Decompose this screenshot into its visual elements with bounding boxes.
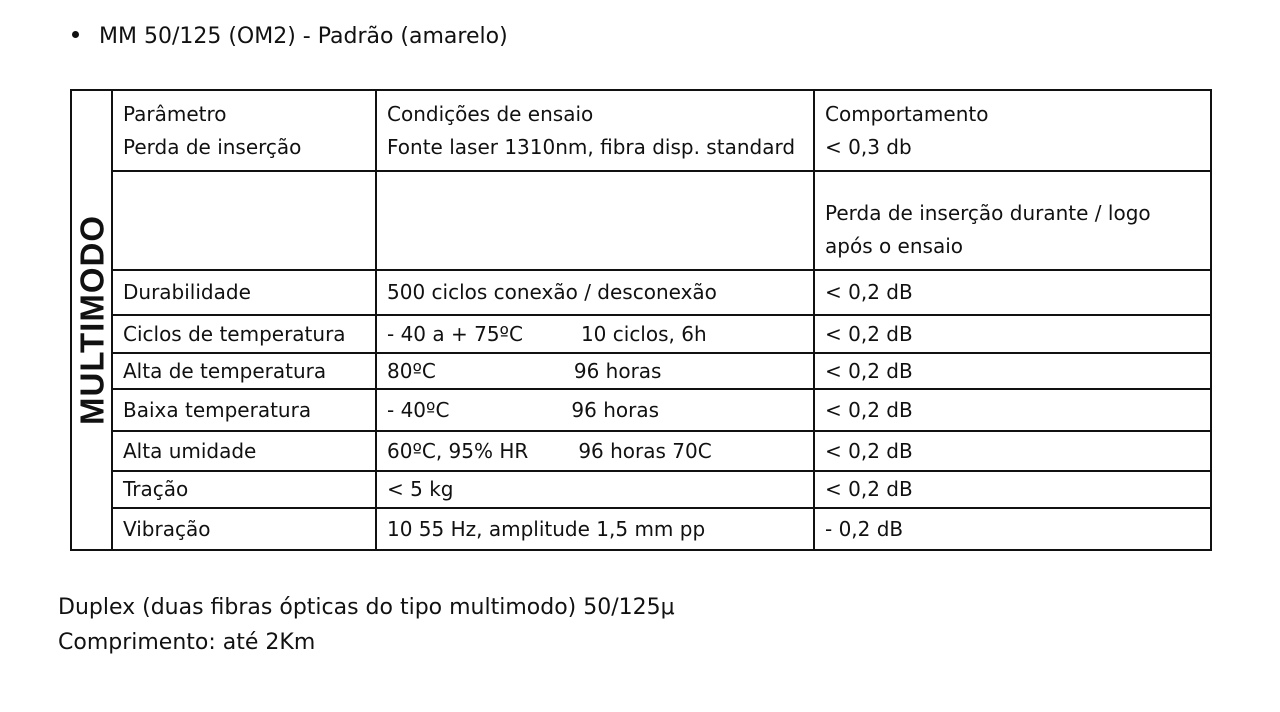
table-row — [71, 270, 1211, 315]
row-result: < 0,2 dB — [814, 353, 1211, 389]
table-row — [71, 471, 1211, 508]
header-param-title: Parâmetro — [123, 101, 227, 126]
header-result-value: < 0,3 db — [825, 134, 912, 159]
row-cond — [376, 389, 814, 431]
header-param-value: Perda de inserção — [123, 134, 302, 159]
bullet-item — [72, 24, 508, 49]
row-param: Vibração — [112, 508, 376, 550]
note-empty-1 — [112, 171, 376, 270]
table-row — [71, 315, 1211, 353]
row-cond-extra: 96 horas 70C — [578, 438, 712, 463]
row-cond — [376, 270, 814, 315]
row-param: Alta umidade — [112, 431, 376, 471]
row-result: < 0,2 dB — [814, 270, 1211, 315]
row-cond-main: - 40ºC — [387, 397, 450, 422]
bullet-dot-icon — [72, 31, 79, 38]
note-empty-2 — [376, 171, 814, 270]
row-result: < 0,2 dB — [814, 431, 1211, 471]
header-cond-value: Fonte laser 1310nm, fibra disp. standard — [387, 134, 796, 159]
table-header-row — [71, 90, 1211, 171]
footer-text — [58, 590, 675, 660]
row-param: Tração — [112, 471, 376, 508]
row-param: Baixa temperatura — [112, 389, 376, 431]
row-cond-extra: 96 horas — [573, 358, 662, 383]
row-result: < 0,2 dB — [814, 315, 1211, 353]
row-param: Ciclos de temperatura — [112, 315, 376, 353]
footer-line-2: Comprimento: até 2Km — [58, 630, 316, 655]
header-param — [112, 90, 376, 171]
row-param: Alta de temperatura — [112, 353, 376, 389]
row-cond-main: < 5 kg — [387, 477, 454, 501]
header-result — [814, 90, 1211, 171]
row-cond — [376, 431, 814, 471]
row-result: - 0,2 dB — [814, 508, 1211, 550]
row-param: Durabilidade — [112, 270, 376, 315]
row-cond — [376, 353, 814, 389]
row-cond-main: 60ºC, 95% HR — [387, 438, 529, 463]
row-result: < 0,2 dB — [814, 389, 1211, 431]
table-row — [71, 389, 1211, 431]
row-cond — [376, 315, 814, 353]
table-note-row — [71, 171, 1211, 270]
header-result-title: Comportamento — [825, 101, 989, 126]
table-row — [71, 508, 1211, 550]
header-cond-title: Condições de ensaio — [387, 101, 594, 126]
row-cond-extra: 96 horas — [571, 397, 660, 422]
row-cond-main: 80ºC — [387, 358, 436, 383]
row-cond — [376, 471, 814, 508]
note-line-2: após o ensaio — [825, 233, 964, 258]
spec-table — [70, 89, 1212, 551]
row-cond-extra: 10 ciclos, 6h — [580, 321, 707, 346]
side-label: MULTIMODO — [73, 214, 110, 426]
row-cond-main: - 40 a + 75ºC — [387, 321, 523, 346]
note-line-1: Perda de inserção durante / logo — [825, 200, 1151, 225]
table-row — [71, 431, 1211, 471]
row-cond — [376, 508, 814, 550]
bullet-text: MM 50/125 (OM2) - Padrão (amarelo) — [99, 24, 508, 49]
side-label-cell — [71, 90, 112, 550]
row-cond-main: 10 55 Hz, amplitude 1,5 mm pp — [387, 516, 706, 541]
table-row — [71, 353, 1211, 389]
note-cell — [814, 171, 1211, 270]
row-cond-main: 500 ciclos conexão / desconexão — [387, 280, 717, 304]
row-result: < 0,2 dB — [814, 471, 1211, 508]
header-cond — [376, 90, 814, 171]
footer-line-1: Duplex (duas fibras ópticas do tipo multimodo) 50/125μ — [58, 595, 675, 620]
